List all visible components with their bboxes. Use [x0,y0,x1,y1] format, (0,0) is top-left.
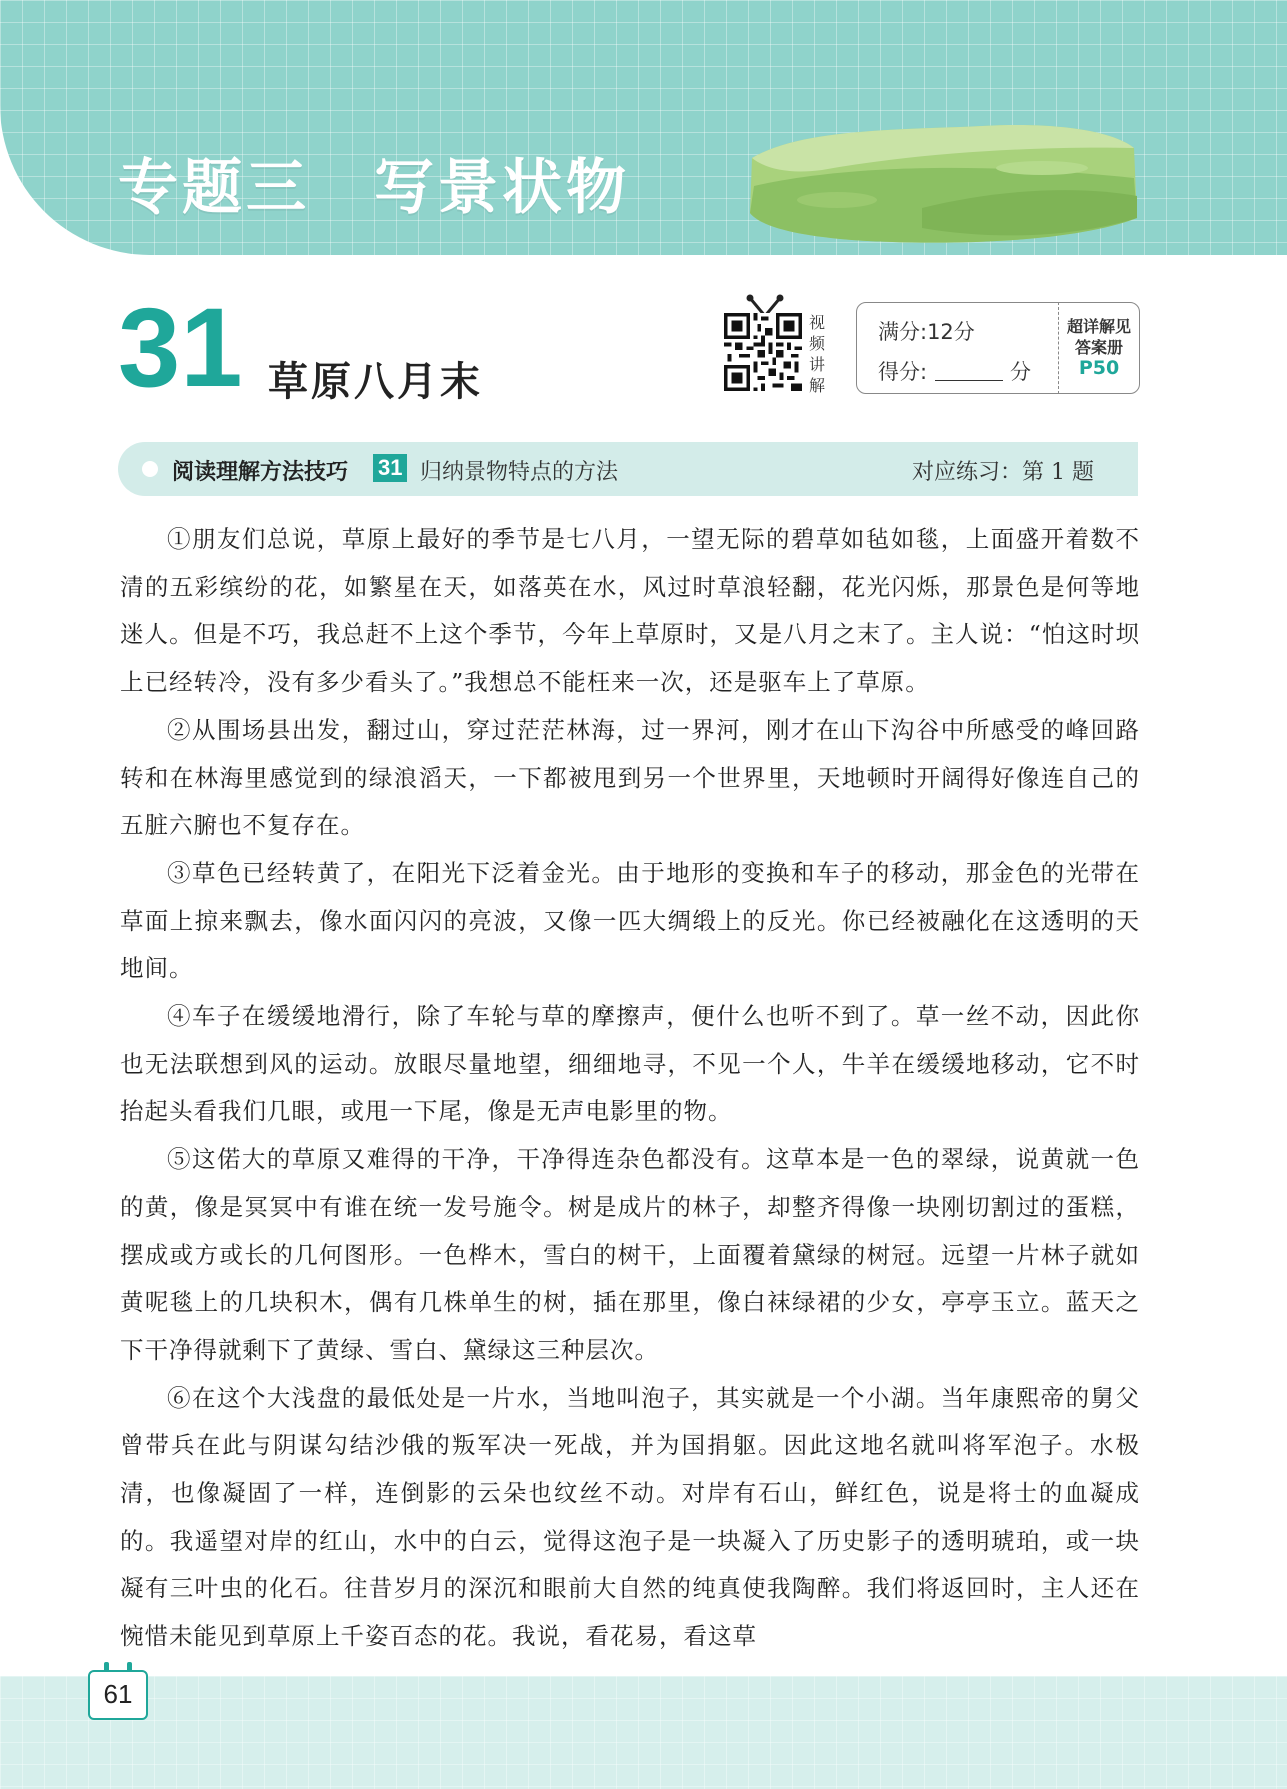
earned-score-blank[interactable] [935,380,1003,381]
lesson-title: 草原八月末 [268,359,483,405]
answer-ref-line2: 答案册 [1074,338,1123,357]
article-body [120,516,1140,1661]
method-tip-number: 31 [373,454,407,482]
paragraph-4: ④车子在缓缓地滑行，除了车轮与草的摩擦声，便什么也听不到了。草一丝不动，因此你也无法联想到风的运动。放眼尽量地望，细细地寻，不见一个人，牛羊在缓缓地移动，它不时抬起头看我们几眼，或甩一下尾，像是无声电影里的物。 [120,1002,1140,1126]
paragraph-6: ⑥在这个大浅盘的最低处是一片水，当地叫泡子，其实就是一个小湖。当年康熙帝的舅父曾带兵在此与阴谋勾结沙俄的叛军决一死战，并为国捐躯。因此这地名就叫将军泡子。水极清，也像凝固了一样，连倒影的云朵也纹丝不动。对岸有石山，鲜红色，说是将士的血凝成的。我遥望对岸的红山，水中的白云，觉得这泡子是一块凝入了历史影子的透明琥珀，或一块凝有三叶虫的化石。往昔岁月的深沉和眼前大自然的纯真使我陶醉。我们将返回时，主人还在惋惜未能见到草原上千姿百态的花。我说，看花易，看这草 [120,1383,1140,1651]
paragraph-5: ⑤这偌大的草原又难得的干净，干净得连杂色都没有。这草本是一色的翠绿，说黄就一色的黄，像是冥冥中有谁在统一发号施令。树是成片的林子，却整齐得像一块刚切割过的蛋糕，摆成或方或长的几何图形。一色桦木，雪白的树干，上面覆着黛绿的树冠。远望一片林子就如黄呢毯上的几块积木，偶有几株单生的树，插在那里，像白袜绿裙的少女，亭亭玉立。蓝天之下干净得就剩下了黄绿、雪白、黛绿这三种层次。 [120,1145,1140,1364]
method-tip-description: 归纳景物特点的方法 [420,460,619,485]
paragraph-1: ①朋友们总说，草原上最好的季节是七八月，一望无际的碧草如毡如毯，上面盛开着数不清的五彩缤纷的花，如繁星在天，如落英在水，风过时草浪轻翻，花光闪烁，那景色是何等地迷人。但是不巧，我总赶不上这个季节，今年上草原时，又是八月之末了。主人说：“怕这时坝上已经转冷，没有多少看头了。”我想总不能枉来一次，还是驱车上了草原。 [120,525,1140,697]
qr-code-icon[interactable] [724,313,802,391]
page-number: 61 [103,1679,133,1709]
video-caption-char: 讲 [808,355,825,374]
paragraph-2: ②从围场县出发，翻过山，穿过茫茫林海，过一界河，刚才在山下沟谷中所感受的峰回路转和在林海里感觉到的绿浪滔天，一下都被甩到另一个世界里，天地顿时开阔得好像连自己的五脏六腑也不复存在。 [120,715,1140,840]
footer-band [0,1676,1287,1789]
score-card-divider [1058,302,1059,394]
answer-reference [1060,316,1138,379]
section-title: 专题三 写景状物 [118,153,630,223]
video-caption-char: 频 [808,334,825,353]
paragraph-3: ③草色已经转黄了，在阳光下泛着金光。由于地形的变换和车子的移动，那金色的光带在草面上掠来飘去，像水面闪闪的亮波，又像一匹大绸缎上的反光。你已经被融化在这透明的天地间。 [120,858,1140,983]
bullet-dot-icon [142,461,158,477]
answer-ref-line1: 超详解见 [1066,317,1131,336]
grassland-illustration [742,108,1142,248]
lesson-number: 31 [118,285,243,410]
earned-score-label: 得分: [878,360,928,384]
video-caption [806,312,828,396]
answer-page: P50 [1078,357,1120,379]
method-tip-label: 阅读理解方法技巧 [172,460,349,485]
full-score: 满分:12分 [878,320,975,344]
video-caption-char: 视 [808,313,825,332]
practice-reference: 对应练习：第 1 题 [912,460,1094,485]
video-caption-char: 解 [808,376,825,395]
earned-score-unit: 分 [1010,360,1031,384]
